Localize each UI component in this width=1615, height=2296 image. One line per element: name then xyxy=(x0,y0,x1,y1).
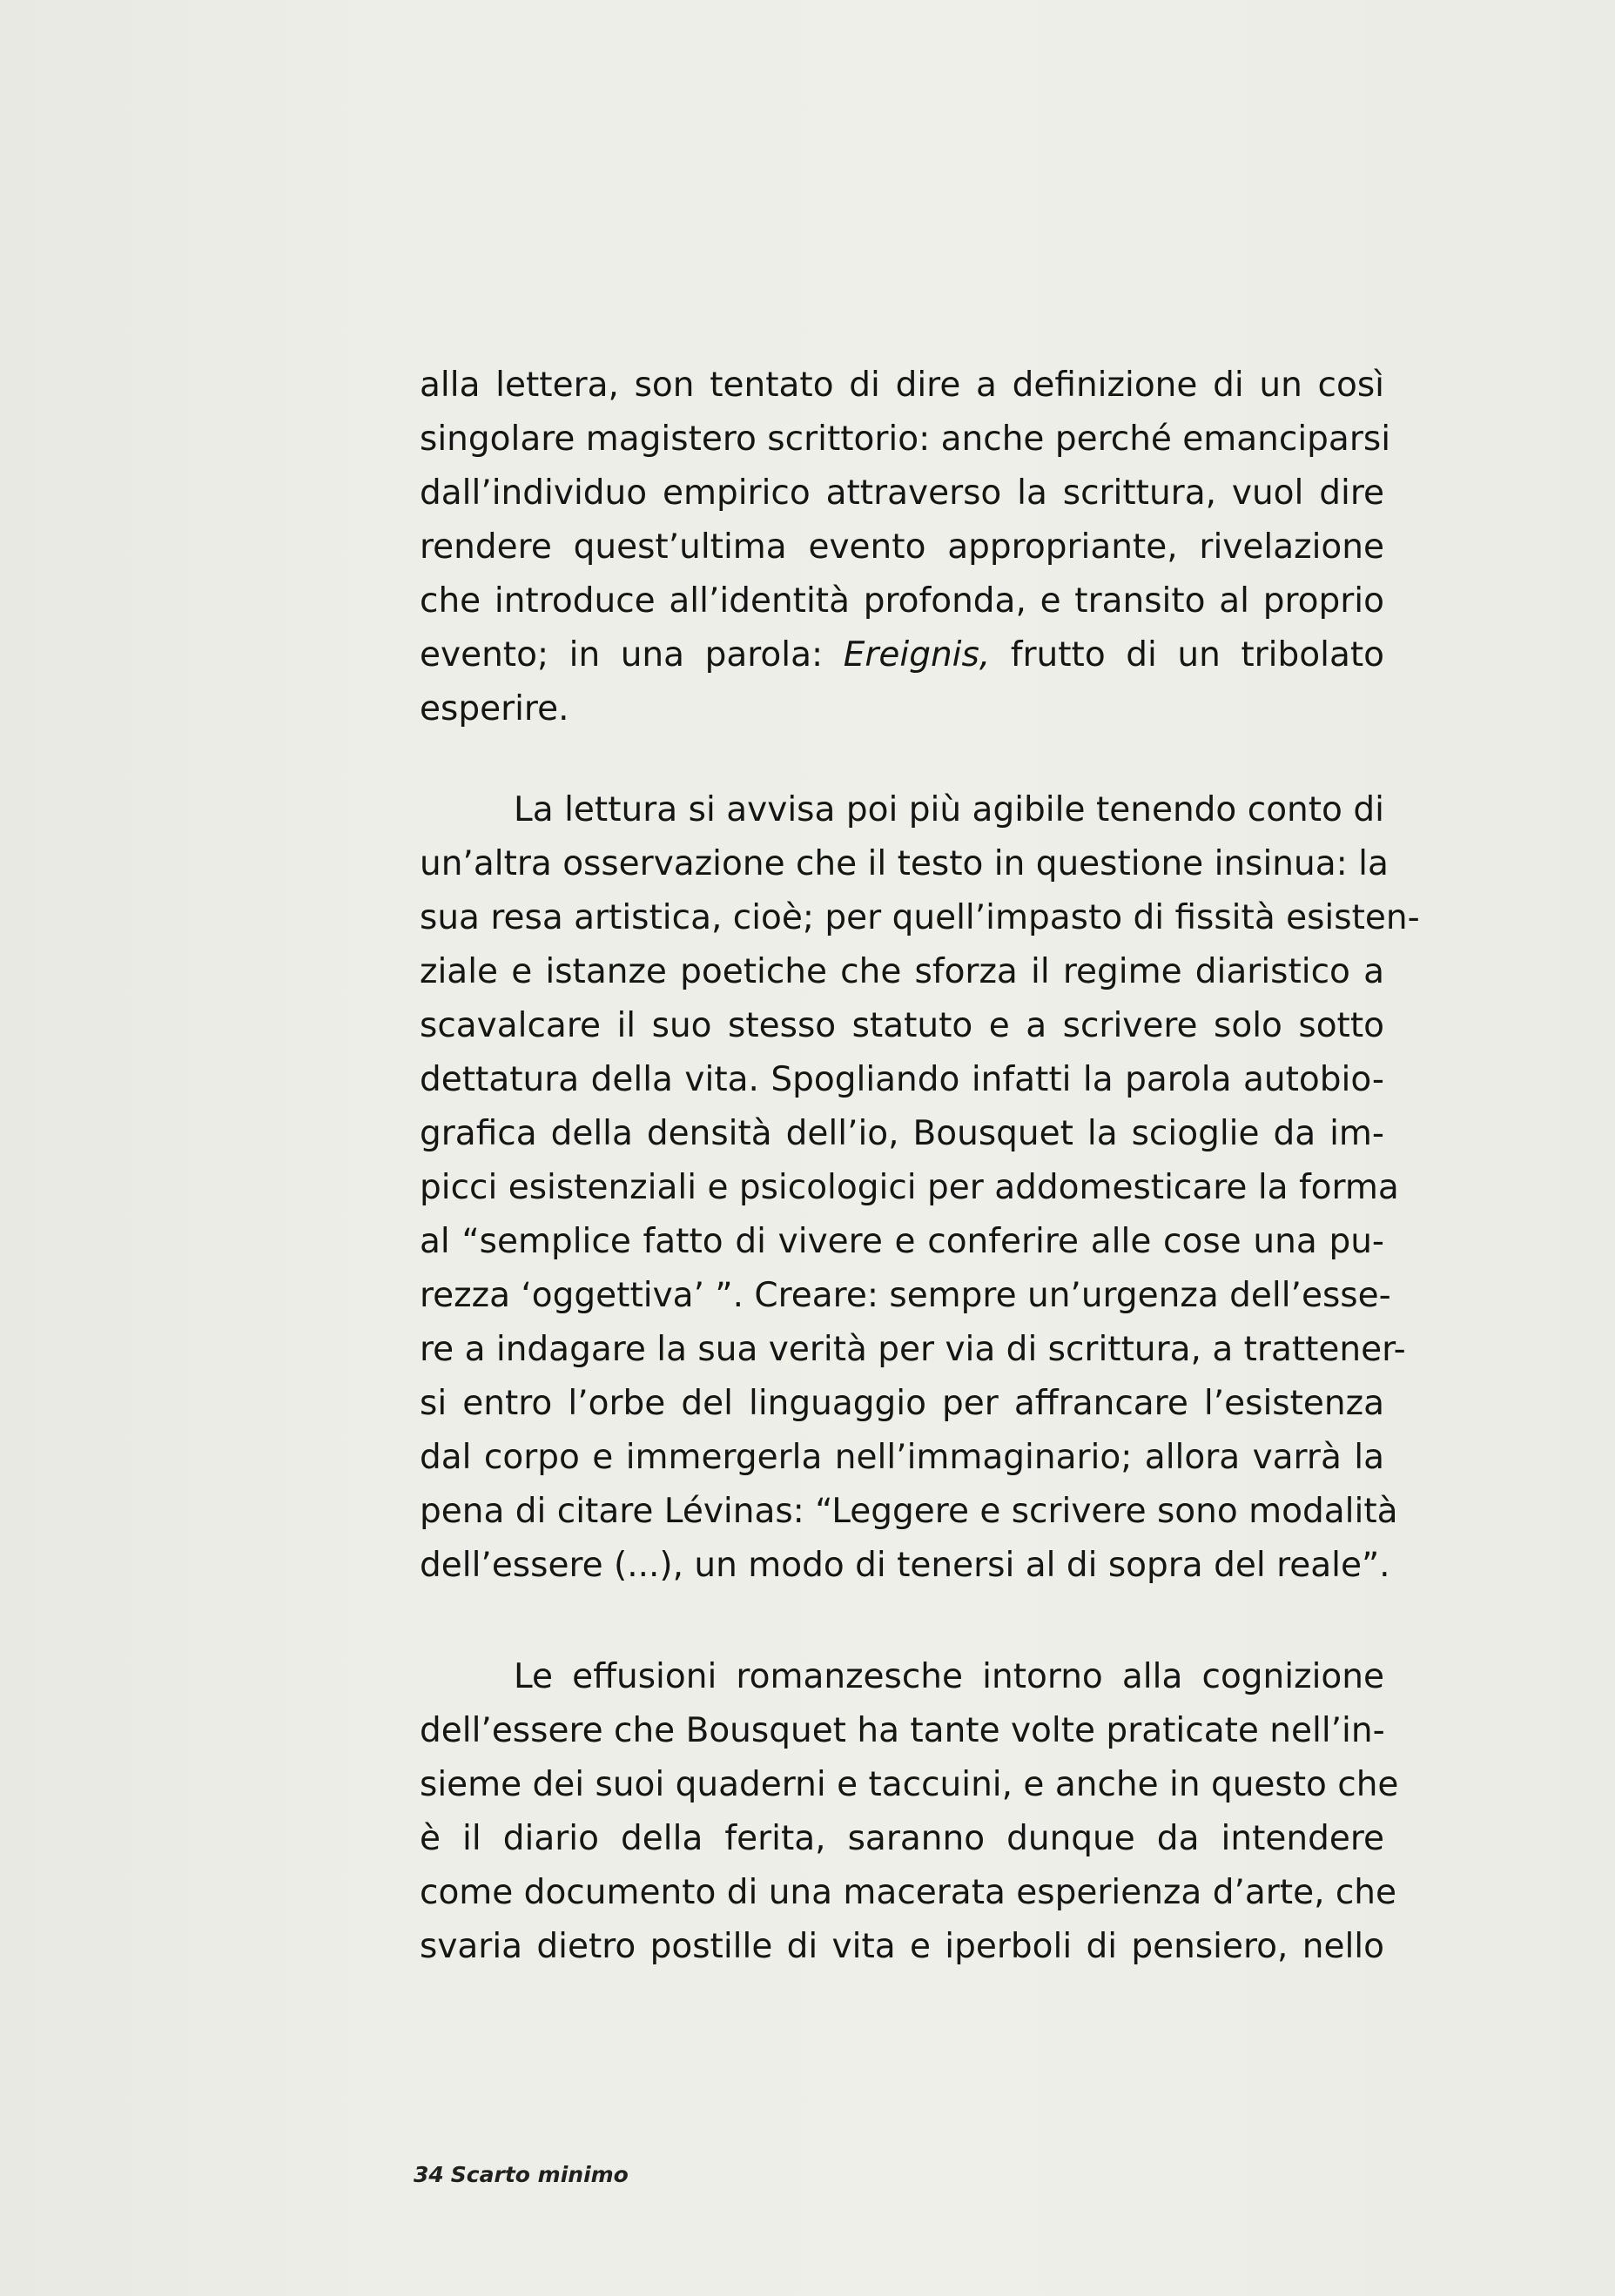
paragraph-gap xyxy=(420,1593,1384,1650)
text-line: Le effusioni romanzesche intorno alla cognizione xyxy=(514,1657,1384,1696)
running-title: Scarto minimo xyxy=(450,2162,629,2187)
text-line: dell’essere (...), un modo di tenersi al di sopra del reale”. xyxy=(420,1546,1390,1585)
text-line: che introduce all’identità profonda, e transito al proprio xyxy=(420,581,1384,621)
page-number: 34 xyxy=(414,2162,444,2187)
page-footer xyxy=(414,2162,629,2187)
text-line: alla lettera, son tentato di dire a definizione di un così xyxy=(420,366,1384,405)
text-line: svaria dietro postille di vita e iperboli di pensiero, nello xyxy=(420,1927,1384,1966)
text-line: si entro l’orbe del linguaggio per affrancare l’esistenza xyxy=(420,1384,1384,1423)
text-line: dell’essere che Bousquet ha tante volte praticate nell’in- xyxy=(420,1711,1385,1750)
text-line: è il diario della ferita, saranno dunque da intendere xyxy=(420,1819,1384,1858)
text-line: dal corpo e immergerla nell’immaginario; allora varrà la xyxy=(420,1438,1384,1477)
text-line: esperire. xyxy=(420,689,569,728)
text-line: al “semplice fatto di vivere e conferire alle cose una pu- xyxy=(420,1222,1384,1261)
paragraph-gap xyxy=(420,736,1384,783)
body-text xyxy=(420,359,1420,1974)
text-line: singolare magistero scrittorio: anche perché emanciparsi xyxy=(420,420,1391,459)
text-line: picci esistenziali e psicologici per addomesticare la forma xyxy=(420,1168,1399,1207)
text-line: re a indagare la sua verità per via di scrittura, a trattener- xyxy=(420,1330,1406,1369)
italic-term: Ereignis, xyxy=(843,635,991,675)
paragraph-3 xyxy=(420,1650,1399,1974)
text-line: dettatura della vita. Spogliando infatti la parola autobio- xyxy=(420,1060,1384,1099)
text-line: un’altra osservazione che il testo in questione insinua: la xyxy=(420,844,1389,883)
paragraph-2 xyxy=(420,783,1420,1593)
text-line: ziale e istanze poetiche che sforza il regime diaristico a xyxy=(420,952,1384,991)
text-line: dall’individuo empirico attraverso la scrittura, vuol dire xyxy=(420,473,1384,513)
text-segment: frutto di un tribolato xyxy=(1010,635,1384,675)
text-line: pena di citare Lévinas: “Leggere e scrivere sono modalità xyxy=(420,1492,1398,1531)
text-line: grafica della densità dell’io, Bousquet la scioglie da im- xyxy=(420,1114,1384,1153)
text-line-with-italic xyxy=(420,628,1384,682)
text-line: rendere quest’ultima evento appropriante, rivelazione xyxy=(420,527,1384,567)
text-segment: evento; in una parola: xyxy=(420,635,824,675)
text-line: La lettura si avvisa poi più agibile tenendo conto di xyxy=(514,790,1384,829)
text-line: come documento di una macerata esperienza d’arte, che xyxy=(420,1873,1397,1912)
paragraph-1 xyxy=(420,359,1391,736)
text-line: scavalcare il suo stesso statuto e a scrivere solo sotto xyxy=(420,1006,1384,1045)
text-line: sua resa artistica, cioè; per quell’impasto di fissità esisten- xyxy=(420,898,1420,937)
text-line: rezza ‘oggettiva’ ”. Creare: sempre un’urgenza dell’esse- xyxy=(420,1276,1391,1315)
text-line: sieme dei suoi quaderni e taccuini, e anche in questo che xyxy=(420,1765,1399,1804)
